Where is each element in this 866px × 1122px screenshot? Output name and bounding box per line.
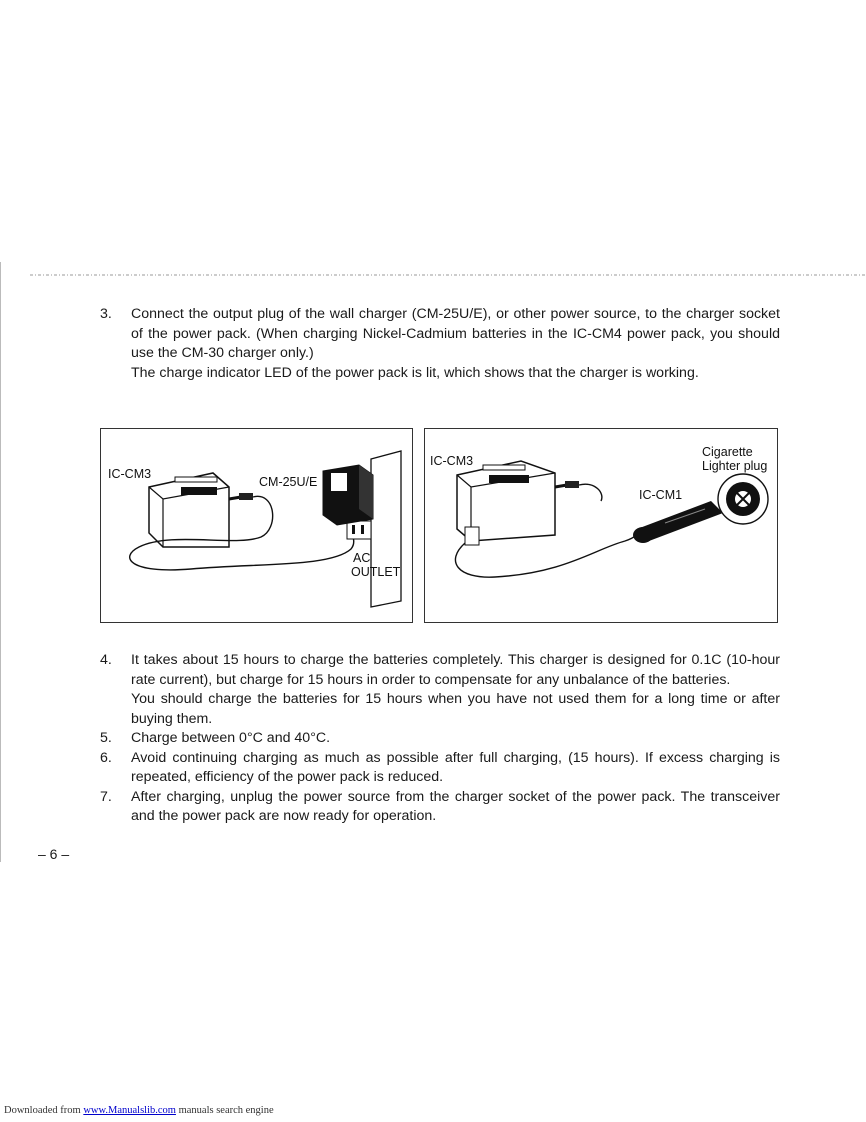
item-paragraph: After charging, unplug the power source from the charger socket of the power pack. The transceiver and the power pack are now ready for operation. bbox=[131, 788, 780, 824]
item-number: 4. bbox=[100, 652, 112, 668]
list-item bbox=[100, 305, 780, 383]
wall-charger-figure bbox=[100, 428, 413, 623]
instruction-list-top bbox=[100, 305, 780, 383]
charger-label: CM-25U/E bbox=[259, 475, 318, 489]
item-paragraph: Charge between 0°C and 40°C. bbox=[131, 730, 331, 746]
figure-row bbox=[100, 428, 778, 623]
list-item bbox=[100, 651, 780, 729]
pack-label: IC-CM3 bbox=[108, 467, 152, 481]
download-footer bbox=[4, 1105, 274, 1116]
item-paragraph: The charge indicator LED of the power pack is lit, which shows that the charger is working. bbox=[131, 364, 699, 381]
outlet-label: AC bbox=[353, 551, 371, 565]
list-item bbox=[100, 749, 780, 788]
item-number: 7. bbox=[100, 788, 112, 805]
item-number: 6. bbox=[100, 749, 112, 766]
item-paragraph: Connect the output plug of the wall charger (CM-25U/E), or other power source, to the charger socket of the power pack. (When charging Nickel-Cadmium batteries in the IC-CM4 power pack, you should use the CM-30 charger only.) bbox=[131, 306, 780, 361]
margin-rule bbox=[0, 262, 1, 862]
instruction-list-bottom bbox=[100, 651, 780, 827]
page-number: – 6 – bbox=[38, 846, 70, 862]
footer-suffix: manuals search engine bbox=[175, 1105, 274, 1116]
item-paragraph: Avoid continuing charging as much as possible after full charging, (15 hours). If excess charging is repeated, efficiency of the power pack is reduced. bbox=[131, 749, 780, 785]
plug-label: Lighter plug bbox=[702, 459, 768, 473]
item-paragraph: It takes about 15 hours to charge the batteries completely. This charger is designed for 0.1C (10-hour rate current), but charge for 15 hours in order to compensate for any unbalance of the batteries. bbox=[131, 652, 780, 688]
cable-label: IC-CM1 bbox=[639, 488, 683, 502]
footer-link[interactable]: www.Manualslib.com bbox=[83, 1105, 176, 1116]
list-item bbox=[100, 788, 780, 827]
item-number: 3. bbox=[100, 306, 112, 322]
wall-charger-illustration bbox=[101, 429, 412, 622]
item-paragraph: You should charge the batteries for 15 hours when you have not used them for a long time or after buying them. bbox=[131, 691, 780, 727]
scan-artifact-line bbox=[0, 272, 866, 278]
pack-label: IC-CM3 bbox=[430, 454, 474, 468]
cigarette-lighter-figure bbox=[424, 428, 778, 623]
item-number: 5. bbox=[100, 730, 112, 746]
footer-prefix: Downloaded from bbox=[4, 1105, 84, 1116]
outlet-label: OUTLET bbox=[351, 565, 401, 579]
plug-label: Cigarette bbox=[702, 445, 753, 459]
list-item bbox=[100, 729, 780, 749]
